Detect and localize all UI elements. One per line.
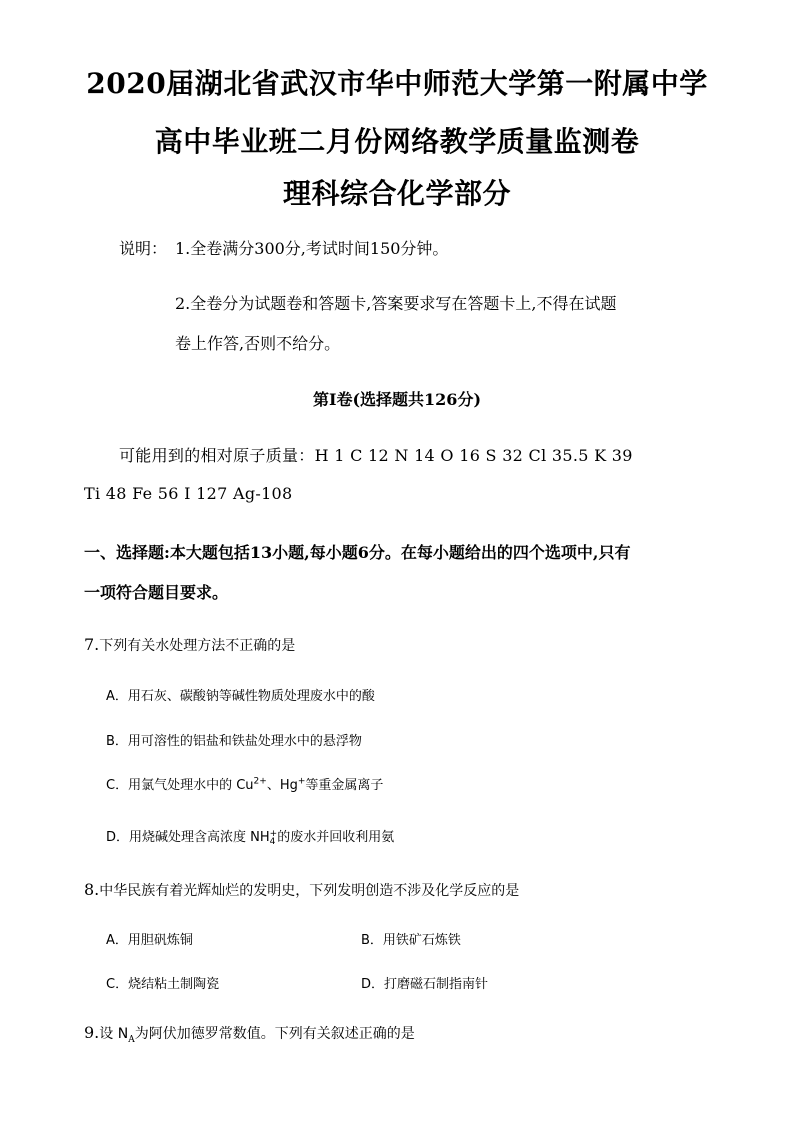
q8-option-a: A．用胆矾炼铜 [106,933,193,948]
notes-label: 说明： [119,239,168,258]
question-7-stem [84,635,295,655]
question-number: 7. [84,635,100,654]
charge-superscript: + [269,828,278,839]
avogadro-subscript: A [128,1035,135,1046]
question-text: 下列有关水处理方法不正确的是 [99,638,296,654]
option-text: D．用烧碱处理含高浓度 NH [106,830,270,845]
title-line-2: 高中毕业班二月份网络教学质量监测卷 [154,125,640,158]
question-number: 9. [84,1023,100,1042]
option-text: 等重金属离子 [305,778,384,793]
q7-option-a: A．用石灰、碳酸钠等碱性物质处理废水中的酸 [106,689,375,704]
atomic-mass-line-2: Ti 48 Fe 56 I 127 Ag-108 [84,484,293,503]
part-heading-line-2: 一项符合题目要求。 [84,583,229,602]
atomic-mass-line-1: 可能用到的相对原子质量：H 1 C 12 N 14 O 16 S 32 Cl 35.5 K 39 [119,446,633,465]
question-9-stem [84,1023,415,1045]
q8-option-c: C．烧结粘土制陶瓷 [106,977,220,992]
question-text: 设 N [99,1026,129,1042]
question-text: 中华民族有着光辉灿烂的发明史，下列发明创造不涉及化学反应的是 [99,883,520,899]
q7-option-c [106,774,383,793]
question-number: 8. [84,880,100,899]
note-item-2-line-1: 2.全卷分为试题卷和答题卡,答案要求写在答题卡上,不得在试题 [175,294,617,313]
charge-superscript: + [297,776,306,787]
q7-option-b: B．用可溶性的铝盐和铁盐处理水中的悬浮物 [106,734,362,749]
note-item-1: 1.全卷满分300分,考试时间150分钟。 [175,239,449,258]
count-subscript: 4 [269,836,276,847]
part-heading-line-1: 一、选择题:本大题包括13小题,每小题6分。在每小题给出的四个选项中,只有 [84,543,631,562]
q7-option-d [106,826,394,846]
title-line-3: 理科综合化学部分 [282,177,511,210]
option-text: C．用氯气处理水中的 Cu [106,778,254,793]
question-8-stem [84,880,519,900]
charge-superscript: 2+ [253,776,267,787]
q8-option-d: D．打磨磁石制指南针 [361,977,489,992]
option-text: 的废水并回收利用氨 [277,830,395,845]
question-text: 为阿伏加德罗常数值。下列有关叙述正确的是 [134,1026,415,1042]
q8-option-b: B．用铁矿石炼铁 [361,933,461,948]
title-line-1: 2020届湖北省武汉市华中师范大学第一附属中学 [86,67,708,100]
note-item-2-line-2: 卷上作答,否则不给分。 [175,334,341,353]
section-title: 第Ⅰ卷(选择题共126分) [312,390,482,409]
option-text: 、Hg [266,778,298,793]
